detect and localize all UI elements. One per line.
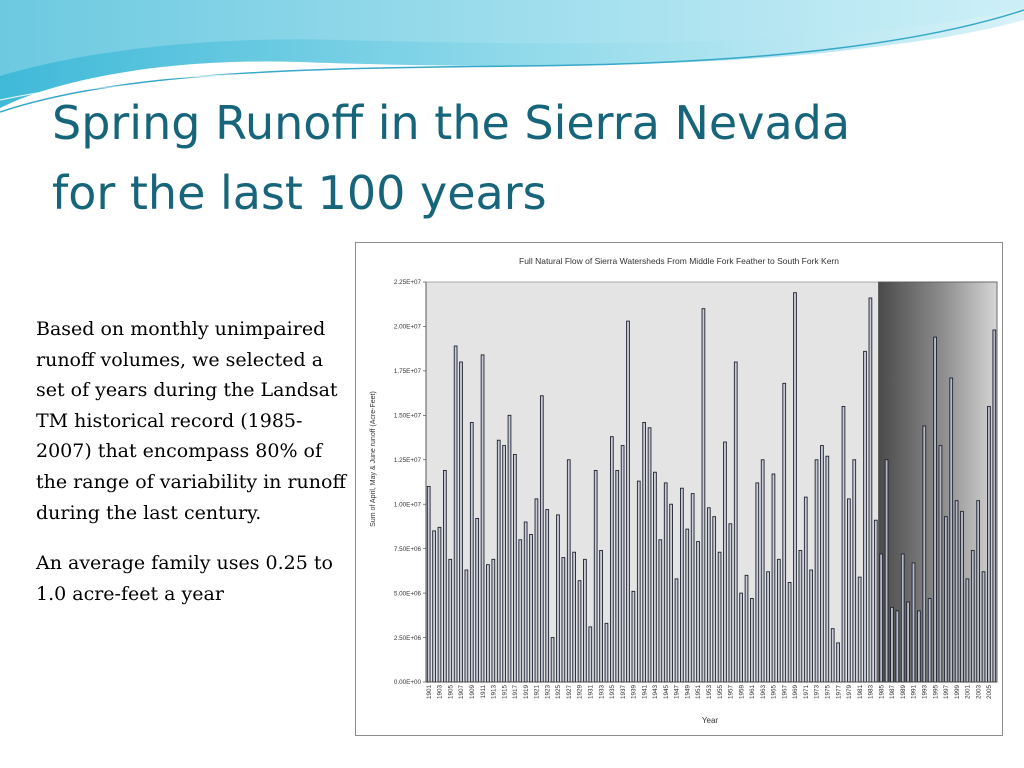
paragraph-method: Based on monthly unimpaired runoff volumes, we selected a set of years during the Landsat TM historical record (1985-2007) that encompass 80% of the range of variability in runoff during the last century. (36, 318, 346, 524)
x-tick-label: 1995 (932, 685, 940, 700)
bar-1954 (713, 517, 716, 682)
bar-1990 (907, 602, 910, 682)
bar-1919 (524, 522, 527, 682)
bar-1903 (438, 527, 441, 682)
bar-1982 (864, 351, 867, 682)
x-tick-label: 1925 (555, 685, 563, 700)
bar-1985 (880, 554, 883, 682)
x-tick-label: 1919 (522, 685, 530, 700)
bar-1995 (934, 337, 937, 682)
x-tick-label: 1909 (468, 685, 476, 700)
x-tick-label: 1963 (759, 685, 767, 700)
bar-1913 (492, 559, 495, 682)
bar-1938 (627, 321, 630, 682)
x-tick-label: 1931 (587, 685, 595, 700)
bar-1962 (756, 483, 759, 682)
bar-1952 (702, 309, 705, 682)
x-tick-label: 1953 (706, 685, 714, 700)
bar-1921 (535, 499, 538, 682)
slide-title-line-1: Spring Runoff in the Sierra Nevada (52, 96, 851, 150)
bar-1972 (810, 570, 813, 682)
bar-1959 (740, 593, 743, 682)
y-tick-label: 0.00E+00 (393, 679, 421, 687)
bar-1984 (874, 520, 877, 682)
x-tick-label: 1973 (813, 685, 821, 700)
bar-1942 (648, 428, 651, 682)
bar-1953 (707, 508, 710, 682)
bar-1910 (476, 518, 479, 682)
bar-1944 (659, 540, 662, 682)
bar-1989 (901, 554, 904, 682)
bar-1946 (670, 504, 673, 682)
bar-1961 (751, 598, 754, 682)
bar-1983 (869, 298, 872, 682)
x-tick-label: 1967 (781, 685, 789, 700)
x-tick-label: 1999 (953, 685, 961, 700)
x-tick-label: 1993 (921, 685, 929, 700)
x-tick-label: 1923 (544, 685, 552, 700)
y-tick-label: 2.50E+06 (393, 634, 421, 642)
bar-1973 (815, 460, 818, 682)
bar-1943 (654, 472, 657, 682)
x-tick-label: 1929 (576, 685, 584, 700)
y-tick-label: 1.00E+07 (393, 501, 421, 509)
x-tick-label: 1911 (479, 685, 487, 699)
bar-1901 (427, 486, 430, 682)
x-tick-label: 1935 (609, 685, 617, 700)
x-tick-label: 1907 (458, 685, 466, 700)
bar-1981 (858, 577, 861, 682)
bar-2001 (966, 579, 969, 682)
bar-1987 (891, 607, 894, 682)
slide-title-line-2: for the last 100 years (52, 166, 547, 220)
bar-1906 (454, 346, 457, 682)
x-tick-label: 1989 (899, 685, 907, 700)
bar-1914 (497, 440, 500, 682)
x-tick-label: 1943 (652, 685, 660, 700)
bar-1977 (837, 643, 840, 682)
bar-2004 (982, 572, 985, 682)
bar-1955 (718, 552, 721, 682)
bar-1957 (729, 524, 732, 682)
bar-1929 (578, 581, 581, 682)
bar-1998 (950, 378, 953, 682)
y-tick-label: 1.25E+07 (393, 456, 421, 464)
x-tick-label: 1933 (598, 685, 606, 700)
bar-1951 (697, 542, 700, 682)
bar-1937 (621, 446, 624, 682)
bar-1912 (487, 565, 490, 682)
bar-1994 (928, 598, 931, 682)
bar-1988 (896, 611, 899, 682)
bar-1948 (680, 488, 683, 682)
bar-1907 (460, 362, 463, 682)
x-tick-label: 1957 (727, 685, 735, 700)
bar-1922 (540, 396, 543, 682)
y-tick-label: 5.00E+06 (393, 590, 421, 598)
bar-1939 (632, 591, 635, 682)
x-tick-label: 1901 (425, 685, 433, 700)
bar-1940 (637, 481, 640, 682)
x-tick-label: 2003 (975, 685, 983, 700)
x-tick-label: 1981 (856, 685, 864, 700)
bar-1969 (794, 293, 797, 682)
x-tick-label: 1991 (910, 685, 918, 700)
x-tick-label: 1927 (565, 685, 573, 700)
y-tick-label: 2.25E+07 (393, 279, 421, 287)
bar-1960 (745, 575, 748, 682)
x-tick-label: 1921 (533, 685, 541, 700)
bar-1975 (826, 456, 829, 682)
bar-1931 (589, 627, 592, 682)
bar-1941 (643, 422, 646, 682)
bar-1949 (686, 529, 689, 682)
bar-1926 (562, 558, 565, 682)
bar-1918 (519, 540, 522, 682)
x-tick-label: 1913 (490, 685, 498, 700)
bar-1945 (664, 483, 667, 682)
bar-1979 (847, 499, 850, 682)
x-tick-label: 1905 (447, 685, 455, 700)
x-tick-label: 1965 (770, 685, 778, 700)
bar-1968 (788, 582, 791, 682)
x-tick-label: 1917 (512, 685, 520, 700)
bar-2000 (961, 511, 964, 682)
bar-1902 (433, 531, 436, 682)
x-tick-label: 1959 (738, 685, 746, 700)
x-tick-label: 1951 (695, 685, 703, 700)
bar-1996 (939, 446, 942, 682)
bar-1920 (530, 534, 533, 682)
bar-1923 (546, 510, 549, 682)
bar-1908 (465, 570, 468, 682)
bar-1978 (842, 406, 845, 682)
bar-1970 (799, 550, 802, 682)
x-tick-label: 2005 (986, 685, 994, 700)
bar-1925 (557, 515, 560, 682)
bar-1927 (567, 460, 570, 682)
bar-2002 (971, 550, 974, 682)
bar-1991 (912, 563, 915, 682)
bar-1986 (885, 460, 888, 682)
bar-1934 (605, 623, 608, 682)
bar-1976 (831, 629, 834, 682)
x-axis-label: Year (701, 716, 719, 725)
x-tick-label: 1971 (802, 685, 810, 700)
bar-1992 (917, 611, 920, 682)
x-tick-label: 1939 (630, 685, 638, 700)
paragraph-family-usage: An average family uses 0.25 to 1.0 acre-feet a year (36, 552, 333, 605)
bar-1915 (503, 446, 506, 682)
bar-1911 (481, 355, 484, 682)
bar-1947 (675, 579, 678, 682)
bar-1905 (449, 559, 452, 682)
x-tick-label: 1983 (867, 685, 875, 700)
bar-1933 (600, 550, 603, 682)
bar-1966 (777, 559, 780, 682)
x-tick-label: 1987 (889, 685, 897, 700)
y-tick-label: 2.00E+07 (393, 323, 421, 331)
bar-1932 (594, 470, 597, 682)
bar-1909 (470, 422, 473, 682)
bar-1967 (783, 383, 786, 682)
bar-1950 (691, 494, 694, 682)
bar-1924 (551, 638, 554, 682)
x-tick-label: 1979 (846, 685, 854, 700)
bar-2006 (993, 330, 996, 682)
bar-1999 (955, 501, 958, 682)
bar-1928 (573, 552, 576, 682)
bar-2005 (988, 406, 991, 682)
bar-1958 (734, 362, 737, 682)
slide-title (52, 88, 992, 228)
bar-1965 (772, 474, 775, 682)
x-tick-label: 1941 (641, 685, 649, 700)
bar-1930 (584, 559, 587, 682)
bar-1964 (767, 572, 770, 682)
x-tick-label: 1947 (673, 685, 681, 700)
chart-container (355, 242, 1003, 736)
bar-1971 (804, 497, 807, 682)
bar-1974 (821, 446, 824, 682)
x-tick-label: 1961 (749, 685, 757, 700)
x-tick-label: 2001 (964, 685, 972, 700)
bar-1980 (853, 460, 856, 682)
x-tick-label: 1969 (792, 685, 800, 700)
chart-title: Full Natural Flow of Sierra Watersheds From Middle Fork Feather to South Fork Kern (519, 256, 839, 266)
y-tick-label: 7.50E+06 (393, 545, 421, 553)
bar-1956 (724, 442, 727, 682)
bar-1936 (616, 470, 619, 682)
x-tick-label: 1937 (619, 685, 627, 700)
bar-1997 (944, 517, 947, 682)
y-axis-label: Sum of April, May & June runoff (Acre-Feet) (370, 391, 377, 527)
x-tick-label: 1955 (716, 685, 724, 700)
x-tick-label: 1975 (824, 685, 832, 700)
x-tick-label: 1949 (684, 685, 692, 700)
bar-1935 (610, 437, 613, 682)
x-tick-label: 1997 (943, 685, 951, 700)
y-tick-label: 1.75E+07 (393, 368, 421, 376)
bar-1917 (513, 454, 516, 682)
bar-1963 (761, 460, 764, 682)
x-tick-label: 1985 (878, 685, 886, 700)
body-text (36, 314, 346, 629)
bar-1993 (923, 426, 926, 682)
runoff-bar-chart (356, 243, 1002, 735)
x-tick-label: 1903 (436, 685, 444, 700)
bar-1916 (508, 415, 511, 682)
x-tick-label: 1945 (662, 685, 670, 700)
x-tick-label: 1977 (835, 685, 843, 700)
x-tick-label: 1915 (501, 685, 509, 700)
y-tick-label: 1.50E+07 (393, 412, 421, 420)
bar-2003 (977, 501, 980, 682)
bar-1904 (443, 470, 446, 682)
